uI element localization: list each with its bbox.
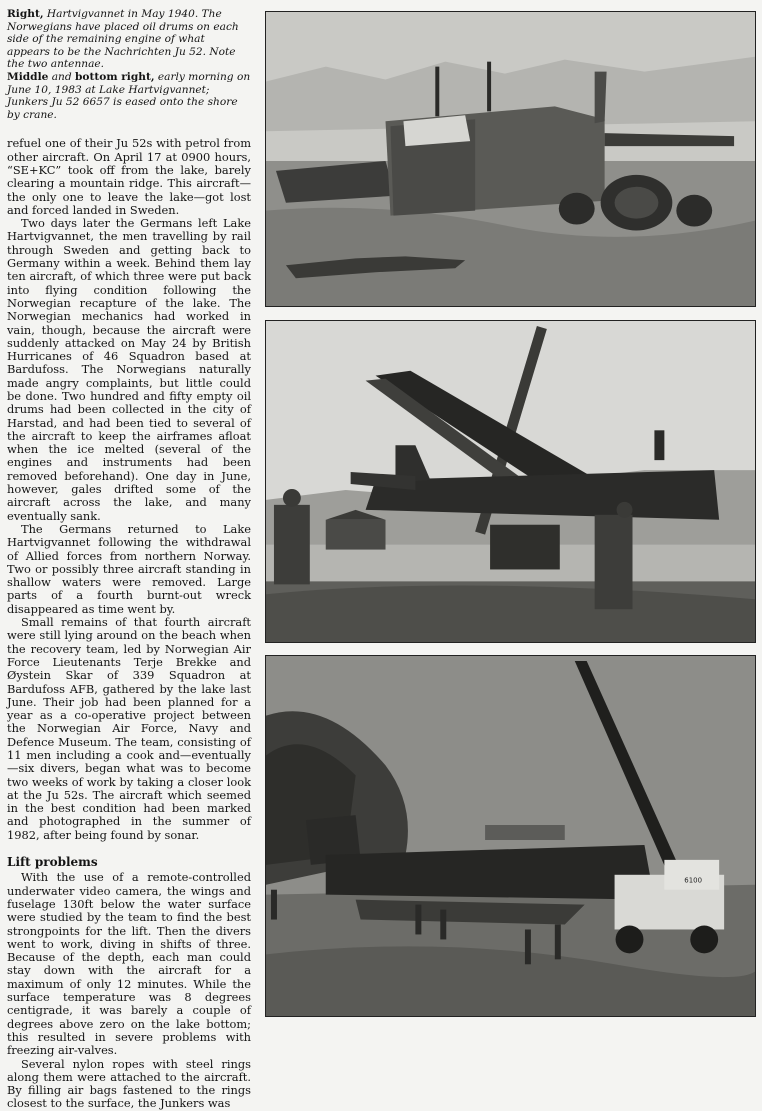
article-paragraph: The Germans returned to Lake Hartvigvannet following the withdrawal of Allied forces from northern Norway. Two or possibly three aircraft standing in shallow waters were removed. Large parts of a fourth burnt-out wreck disappeared as time went by. — [7, 521, 251, 616]
article-body — [7, 137, 251, 1110]
photo-ju52-lifted-by-crane — [265, 320, 756, 643]
caption-middle-label: Middle — [7, 70, 49, 83]
photo-caption — [7, 8, 251, 121]
photo-ju52-in-lake-1940-image — [266, 12, 755, 306]
caption-right-text: Hartvigvannet in May 1940. The Norwegians have placed oil drums on each side of the remaining engine of what appears to be the Nachrichten Ju 52. Note the two antennae. — [7, 8, 239, 71]
caption-right-label: Right, — [7, 8, 44, 20]
photo-ju52-in-lake-1940 — [265, 11, 756, 307]
caption-bottom-text: early morning on June 10, 1983 at Lake Hartvigvannet; Junkers Ju 52 6657 is eased onto the shore by crane. — [7, 70, 251, 121]
section-heading: Lift problems — [7, 855, 98, 870]
left-text-column — [7, 8, 251, 1111]
article-paragraph: Several nylon ropes with steel rings along them were attached to the aircraft. By filling air bags fastened to the rings closest to the surface, the Junkers was — [7, 1056, 251, 1111]
article-paragraph: refuel one of their Ju 52s with petrol from other aircraft. On April 17 at 0900 hours, “SE+KC” took off from the lake, barely clearing a mountain ridge. This aircraft—the only one to leave the lake—got lost and forced landed in Sweden. — [7, 136, 251, 217]
crane-model-label: 6100 — [684, 876, 703, 885]
photo-ju52-lifted-by-crane-image — [266, 321, 755, 642]
article-paragraph: Small remains of that fourth aircraft were still lying around on the beach when the recovery team, led by Norwegian Air Force Lieutenants Terje Brekke and Øystein Skar of 339 Squadron at Bardufoss AFB, gathered by the lake last June. Their job had been planned for a year as a co-operative project between the Norwegian Air Force, Navy and Defence Museum. The team, consisting of 11 men including a cook and—eventually—six divers, began what was to become two weeks of work by taking a closer look at the Ju 52s. The aircraft which seemed in the best condition had been marked and photographed in the summer of 1982, after being found by sonar. — [7, 615, 251, 842]
caption-and: and — [48, 70, 75, 83]
photo-ju52-eased-onto-shore — [265, 655, 756, 1017]
photo-ju52-eased-onto-shore-image — [266, 656, 755, 1016]
article-paragraph: Two days later the Germans left Lake Hartvigvannet, the men travelling by rail through Sweden and getting back to Germany within a week. Behind them lay ten aircraft, of which three were put back into flying condition following the Norwegian recapture of the lake. The Norwegian mechanics had worked in vain, though, because the aircraft were suddenly attacked on May 24 by British Hurricanes of 46 Squadron based at Bardufoss. The Norwegians naturally made angry complaints, but little could be done. Two hundred and fifty empty oil drums had been collected in the city of Harstad, and had been tied to several of the aircraft to keep the airframes afloat when the ice melted (several of the engines and instruments had been removed beforehand). One day in June, however, gales drifted some of the aircraft across the lake, and many eventually sank. — [7, 216, 251, 523]
article-paragraph: With the use of a remote-controlled underwater video camera, the wings and fuselage 130ft below the water surface were studied by the team to find the best strongpoints for the lift. Then the divers went to work, diving in shifts of three. Because of the depth, each man could stay down with the aircraft for a maximum of only 12 minutes. While the surface temperature was 8 degrees centigrade, it was barely a couple of degrees above zero on the lake bottom; this resulted in severe problems with freezing air-valves. — [7, 870, 251, 1058]
caption-bottom-label: bottom right, — [75, 70, 155, 83]
